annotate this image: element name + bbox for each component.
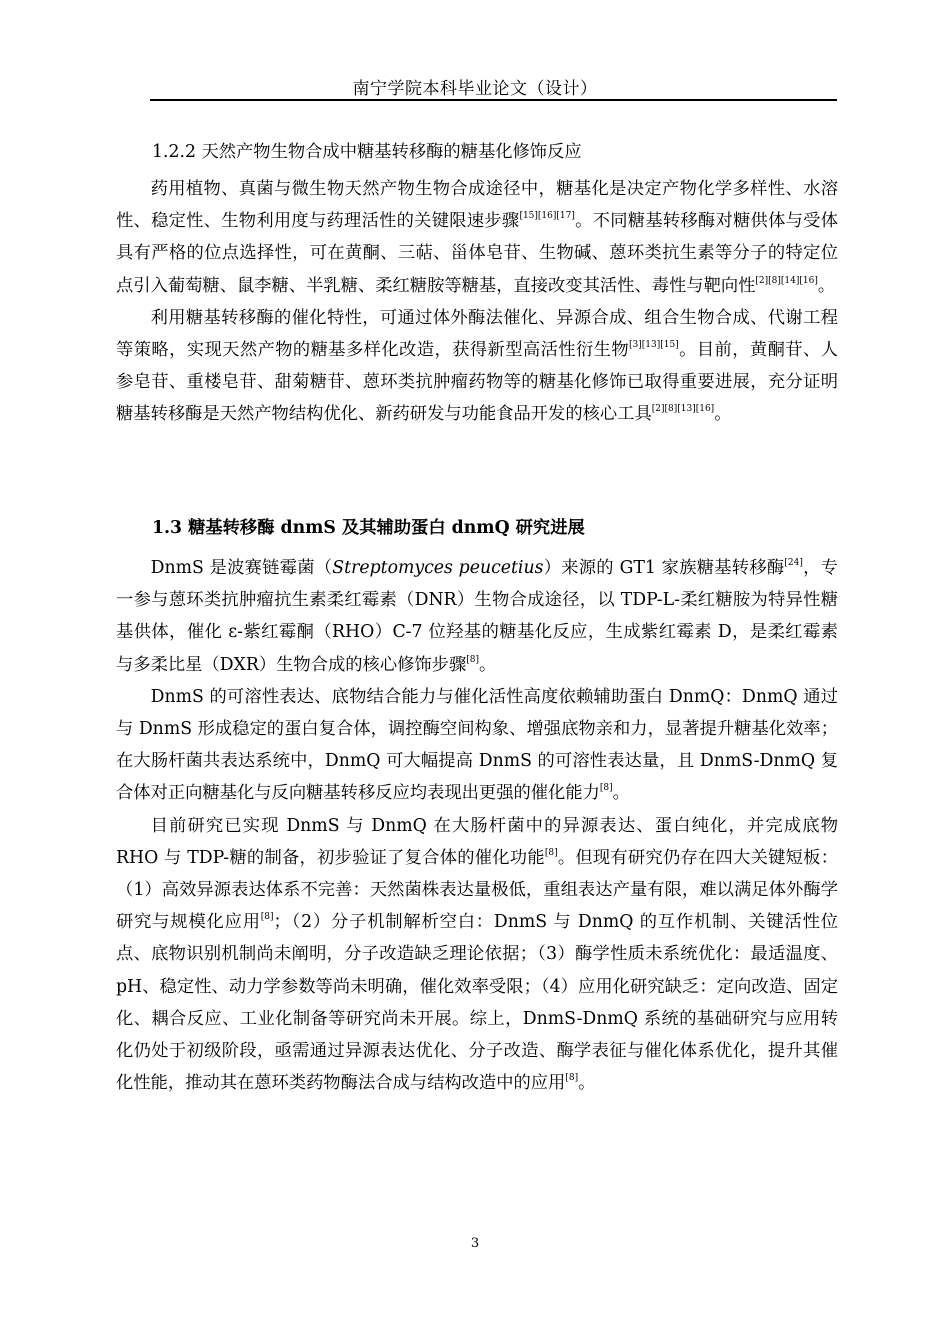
citation: [8] [466, 654, 479, 665]
paragraph-text: 。 [578, 1073, 596, 1094]
paragraph [116, 810, 838, 1100]
paragraph [116, 552, 838, 681]
section-heading: 1.3 糖基转移酶 dnmS 及其辅助蛋白 dnmQ 研究进展 [152, 518, 585, 538]
paragraph-text: DnmS 的可溶性表达、底物结合能力与催化活性高度依赖辅助蛋白 DnmQ：DnmQ 通过与 DnmS 形成稳定的蛋白复合体，调控酶空间构象、增强底物亲和力，显著提升糖基化效率；在大肠杆菌共表达系统中，DnmQ 可大幅提高 DnmS 的可溶性表达量，且 DnmS-DnmQ 复合体对正向糖基化与反向糖基转移反应均表现出更强的催化能力 [116, 686, 838, 804]
paragraph [116, 681, 838, 810]
paragraph-text: 目前研究已实现 DnmS 与 DnmQ 在大肠杆菌中的异源表达、蛋白纯化，并完成底物 RHO 与 TDP-糖的制备，初步验证了复合体的催化功能 [116, 815, 838, 868]
section-1-2-2 [116, 136, 838, 431]
page-header-title: 南宁学院本科毕业论文（设计） [352, 79, 598, 99]
citation: [3][13][15] [629, 340, 679, 351]
species-name: Streptomyces peucetius [332, 558, 544, 578]
paragraph [116, 302, 838, 431]
citation: [2][8][13][16] [651, 404, 715, 415]
section-1-3 [116, 512, 838, 1099]
header-rule [150, 99, 837, 101]
citation: [24] [784, 558, 803, 568]
paragraph-text: 。 [714, 404, 732, 425]
page-number: 3 [470, 1236, 480, 1251]
paragraph-text: 。目前，黄酮苷、人参皂苷、重楼皂苷、甜菊糖苷、蒽环类抗肿瘤药物等的糖基化修饰已取得重要进展，充分证明糖基转移酶是天然产物结构优化、新药研发与功能食品开发的核心工具 [116, 340, 838, 425]
paragraph-text: ）来源的 GT1 家族糖基转移酶 [543, 558, 785, 578]
citation: [8] [544, 847, 558, 858]
paragraph-text: ，专一参与蒽环类抗肿瘤抗生素柔红霉素（DNR）生物合成途径，以 TDP-L-柔红糖胺为特异性糖基供体，催化 ε-紫红霉酮（RHO）C-7 位羟基的糖基化反应，生成紫红霉素 D，是柔红霉素与多柔比星（DXR）生物合成的核心修饰步骤 [116, 558, 838, 675]
paragraph-text: DnmS 是波赛链霉菌（ [150, 558, 333, 578]
paragraph-text: 。 [817, 275, 836, 296]
paragraph-text: ；（2）分子机制解析空白：DnmS 与 DnmQ 的互作机制、关键活性位点、底物识别机制尚未阐明，分子改造缺乏理论依据；（3）酶学性质未系统优化：最适温度、pH、稳定性、动力学参数等尚未明确，催化效率受限；（4）应用化研究缺乏：定向改造、固定化、耦合反应、工业化制备等研究尚未开展。综上，DnmS-DnmQ 系统的基础研究与应用转化仍处于初级阶段，亟需通过异源表达优化、分子改造、酶学表征与催化体系优化，提升其催化性能，推动其在蒽环类药物酶法合成与结构改造中的应用 [116, 912, 838, 1094]
paragraph-text: 。 [478, 654, 497, 675]
citation: [8] [260, 912, 274, 923]
citation: [2][8][14][16] [755, 275, 818, 286]
paragraph [116, 173, 838, 302]
paragraph-text: 药用植物、真菌与微生物天然产物生物合成途径中，糖基化是决定产物化学多样性、水溶性、稳定性、生物利用度与药理活性的关键限速步骤 [116, 179, 838, 232]
citation: [15][16][17] [519, 211, 575, 222]
citation: [8] [565, 1073, 579, 1084]
paragraph-text: 。但现有研究仍存在四大关键短板：（1）高效异源表达体系不完善：天然菌株表达量极低，重组表达产量有限，难以满足体外酶学研究与规模化应用 [116, 847, 838, 933]
paragraph-text: 。 [612, 783, 630, 804]
paragraph-text: 。不同糖基转移酶对糖供体与受体具有严格的位点选择性，可在黄酮、三萜、甾体皂苷、生物碱、蒽环类抗生素等分子的特定位点引入葡萄糖、鼠李糖、半乳糖、柔红糖胺等糖基，直接改变其活性、毒性与靶向性 [116, 211, 838, 296]
section-heading: 1.2.2 天然产物生物合成中糖基转移酶的糖基化修饰反应 [152, 142, 582, 162]
paragraph-text: 利用糖基转移酶的催化特性，可通过体外酶法催化、异源合成、组合生物合成、代谢工程等策略，实现天然产物的糖基多样化改造，获得新型高活性衍生物 [116, 307, 838, 361]
citation: [8] [599, 783, 613, 794]
